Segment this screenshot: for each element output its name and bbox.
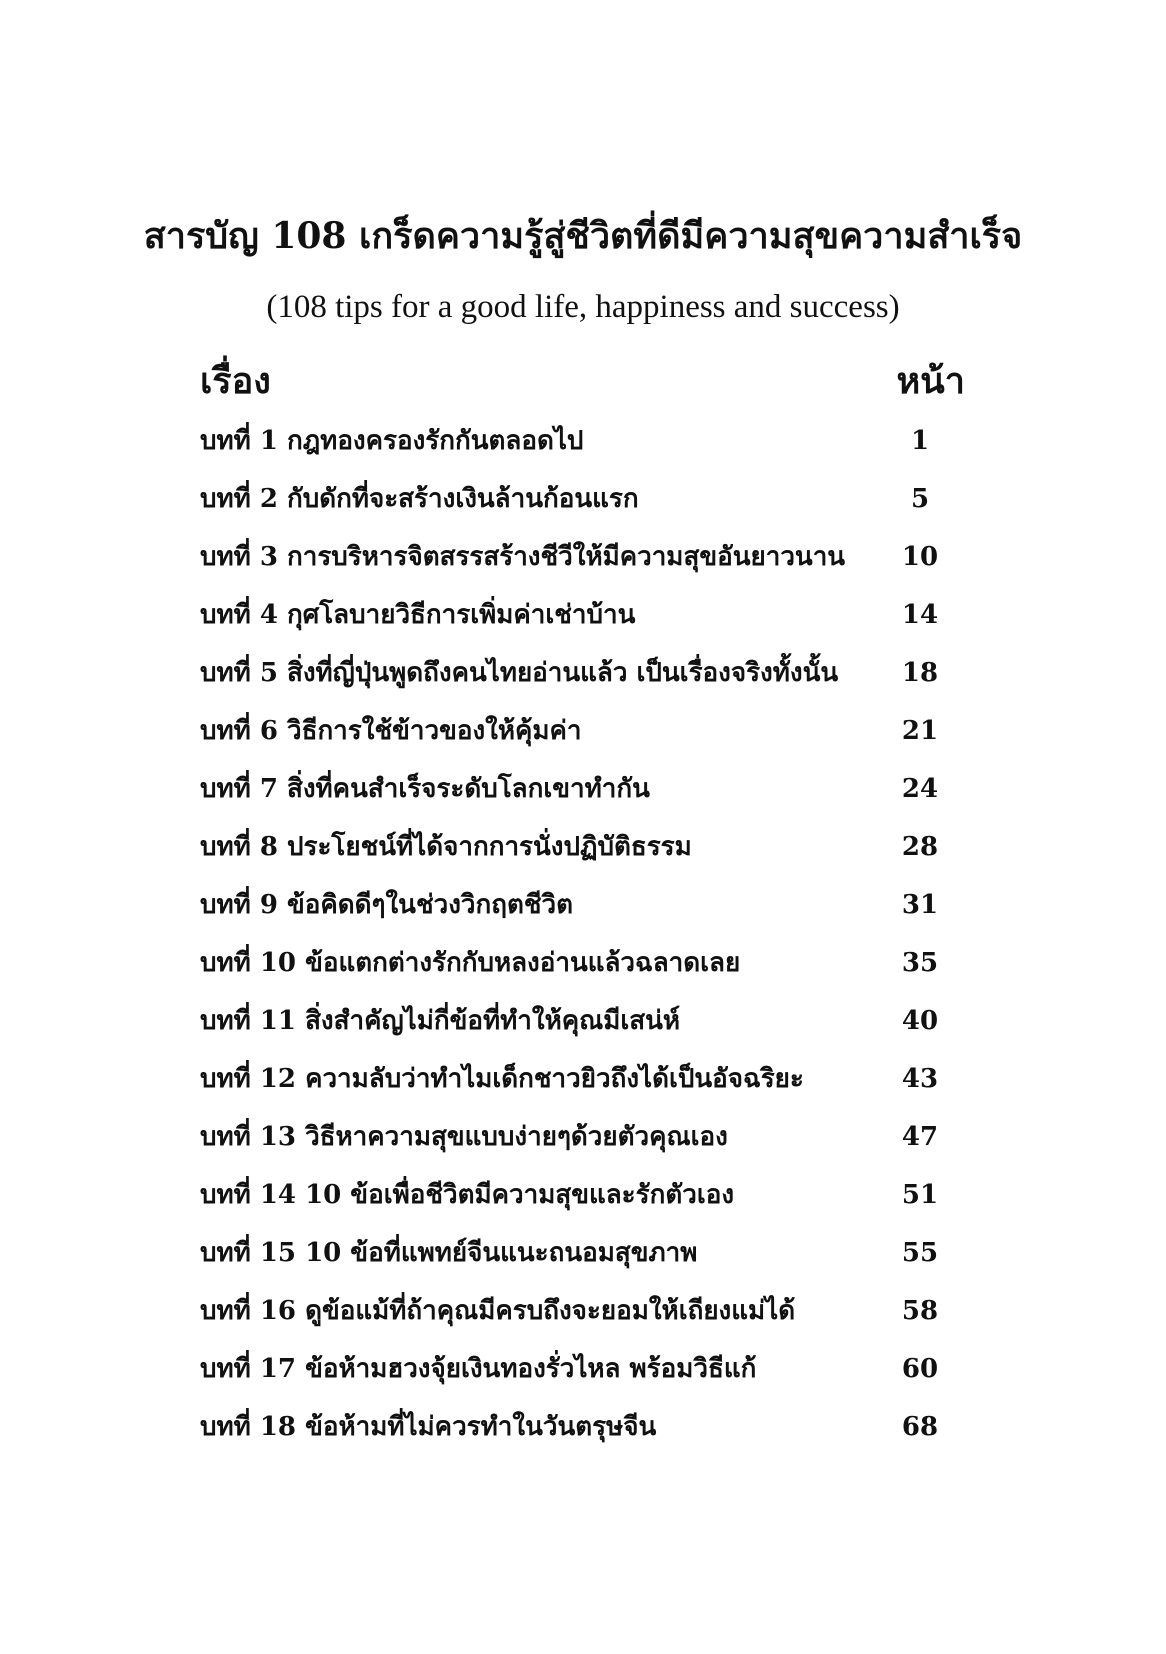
chapter-page-number: 21 (901, 716, 939, 746)
toc-entry (200, 1108, 965, 1166)
chapter-title: บทที่ 13 วิธีหาความสุขแบบง่ายๆด้วยตัวคุณเอง (200, 1122, 728, 1152)
chapter-title: บทที่ 18 ข้อห้ามที่ไม่ควรทำในวันตรุษจีน (200, 1412, 657, 1442)
chapter-title: บทที่ 8 ประโยชน์ที่ได้จากการนั่งปฏิบัติธรรม (200, 832, 692, 862)
toc-header (200, 354, 965, 408)
chapter-page-number: 58 (901, 1296, 939, 1326)
chapter-page-number: 68 (901, 1412, 939, 1442)
toc-entry (200, 760, 965, 818)
page-column-heading: หน้า (896, 360, 965, 402)
chapter-title: บทที่ 6 วิธีการใช้ข้าวของให้คุ้มค่า (200, 716, 582, 746)
chapter-title: บทที่ 16 ดูข้อแม้ที่ถ้าคุณมีครบถึงจะยอมให้เถียงแม่ได้ (200, 1296, 796, 1326)
chapter-title: บทที่ 11 สิ่งสำคัญไม่กี่ข้อที่ทำให้คุณมีเสน่ห์ (200, 1006, 681, 1036)
page-title: สารบัญ 108 เกร็ดความรู้สู่ชีวิตที่ดีมีความสุขความสำเร็จ (143, 215, 1023, 257)
toc-entry (200, 586, 965, 644)
toc-entry (200, 876, 965, 934)
chapter-page-number: 24 (901, 774, 939, 804)
chapter-page-number: 1 (910, 426, 930, 456)
page-subtitle: (108 tips for a good life, happiness and success) (266, 289, 900, 325)
toc-entry (200, 1398, 965, 1456)
toc-entry (200, 1340, 965, 1398)
chapter-page-number: 14 (901, 600, 939, 630)
chapter-title: บทที่ 7 สิ่งที่คนสำเร็จระดับโลกเขาทำกัน (200, 774, 650, 804)
chapter-title: บทที่ 2 กับดักที่จะสร้างเงินล้านก้อนแรก (200, 484, 639, 514)
toc-entry (200, 702, 965, 760)
chapter-title: บทที่ 4 กุศโลบายวิธีการเพิ่มค่าเช่าบ้าน (200, 600, 636, 630)
chapter-page-number: 10 (901, 542, 939, 572)
chapter-page-number: 5 (910, 484, 930, 514)
toc-entry (200, 1050, 965, 1108)
chapter-title: บทที่ 12 ความลับว่าทำไมเด็กชาวยิวถึงได้เป็นอัจฉริยะ (200, 1064, 804, 1094)
toc-entry (200, 1166, 965, 1224)
toc-entry (200, 470, 965, 528)
toc-entry (200, 644, 965, 702)
toc-entry (200, 528, 965, 586)
chapter-page-number: 47 (901, 1122, 939, 1152)
toc-entry (200, 992, 965, 1050)
chapter-page-number: 35 (901, 948, 939, 978)
toc-entry (200, 1224, 965, 1282)
chapter-title: บทที่ 3 การบริหารจิตสรรสร้างชีวีให้มีความสุขอันยาวนาน (200, 542, 846, 572)
chapter-page-number: 31 (901, 890, 939, 920)
toc-entry (200, 1282, 965, 1340)
chapter-title: บทที่ 10 ข้อแตกต่างรักกับหลงอ่านแล้วฉลาดเลย (200, 948, 741, 978)
table-of-contents (200, 412, 965, 1456)
chapter-page-number: 40 (901, 1006, 939, 1036)
chapter-page-number: 43 (901, 1064, 939, 1094)
toc-entry (200, 934, 965, 992)
toc-entry (200, 818, 965, 876)
chapter-page-number: 55 (901, 1238, 939, 1268)
chapter-title: บทที่ 5 สิ่งที่ญี่ปุ่นพูดถึงคนไทยอ่านแล้ว เป็นเรื่องจริงทั้งนั้น (200, 658, 839, 688)
chapter-page-number: 60 (901, 1354, 939, 1384)
topic-column-heading: เรื่อง (200, 360, 271, 402)
chapter-title: บทที่ 14 10 ข้อเพื่อชีวิตมีความสุขและรักตัวเอง (200, 1180, 735, 1210)
chapter-title: บทที่ 17 ข้อห้ามฮวงจุ้ยเงินทองรั่วไหล พร้อมวิธีแก้ (200, 1354, 757, 1384)
chapter-page-number: 28 (901, 832, 939, 862)
chapter-title: บทที่ 9 ข้อคิดดีๆในช่วงวิกฤตชีวิต (200, 890, 574, 920)
toc-entry (200, 412, 965, 470)
chapter-page-number: 18 (901, 658, 939, 688)
chapter-title: บทที่ 15 10 ข้อที่แพทย์จีนแนะถนอมสุขภาพ (200, 1238, 698, 1268)
chapter-title: บทที่ 1 กฎทองครองรักกันตลอดไป (200, 426, 584, 456)
chapter-page-number: 51 (901, 1180, 939, 1210)
